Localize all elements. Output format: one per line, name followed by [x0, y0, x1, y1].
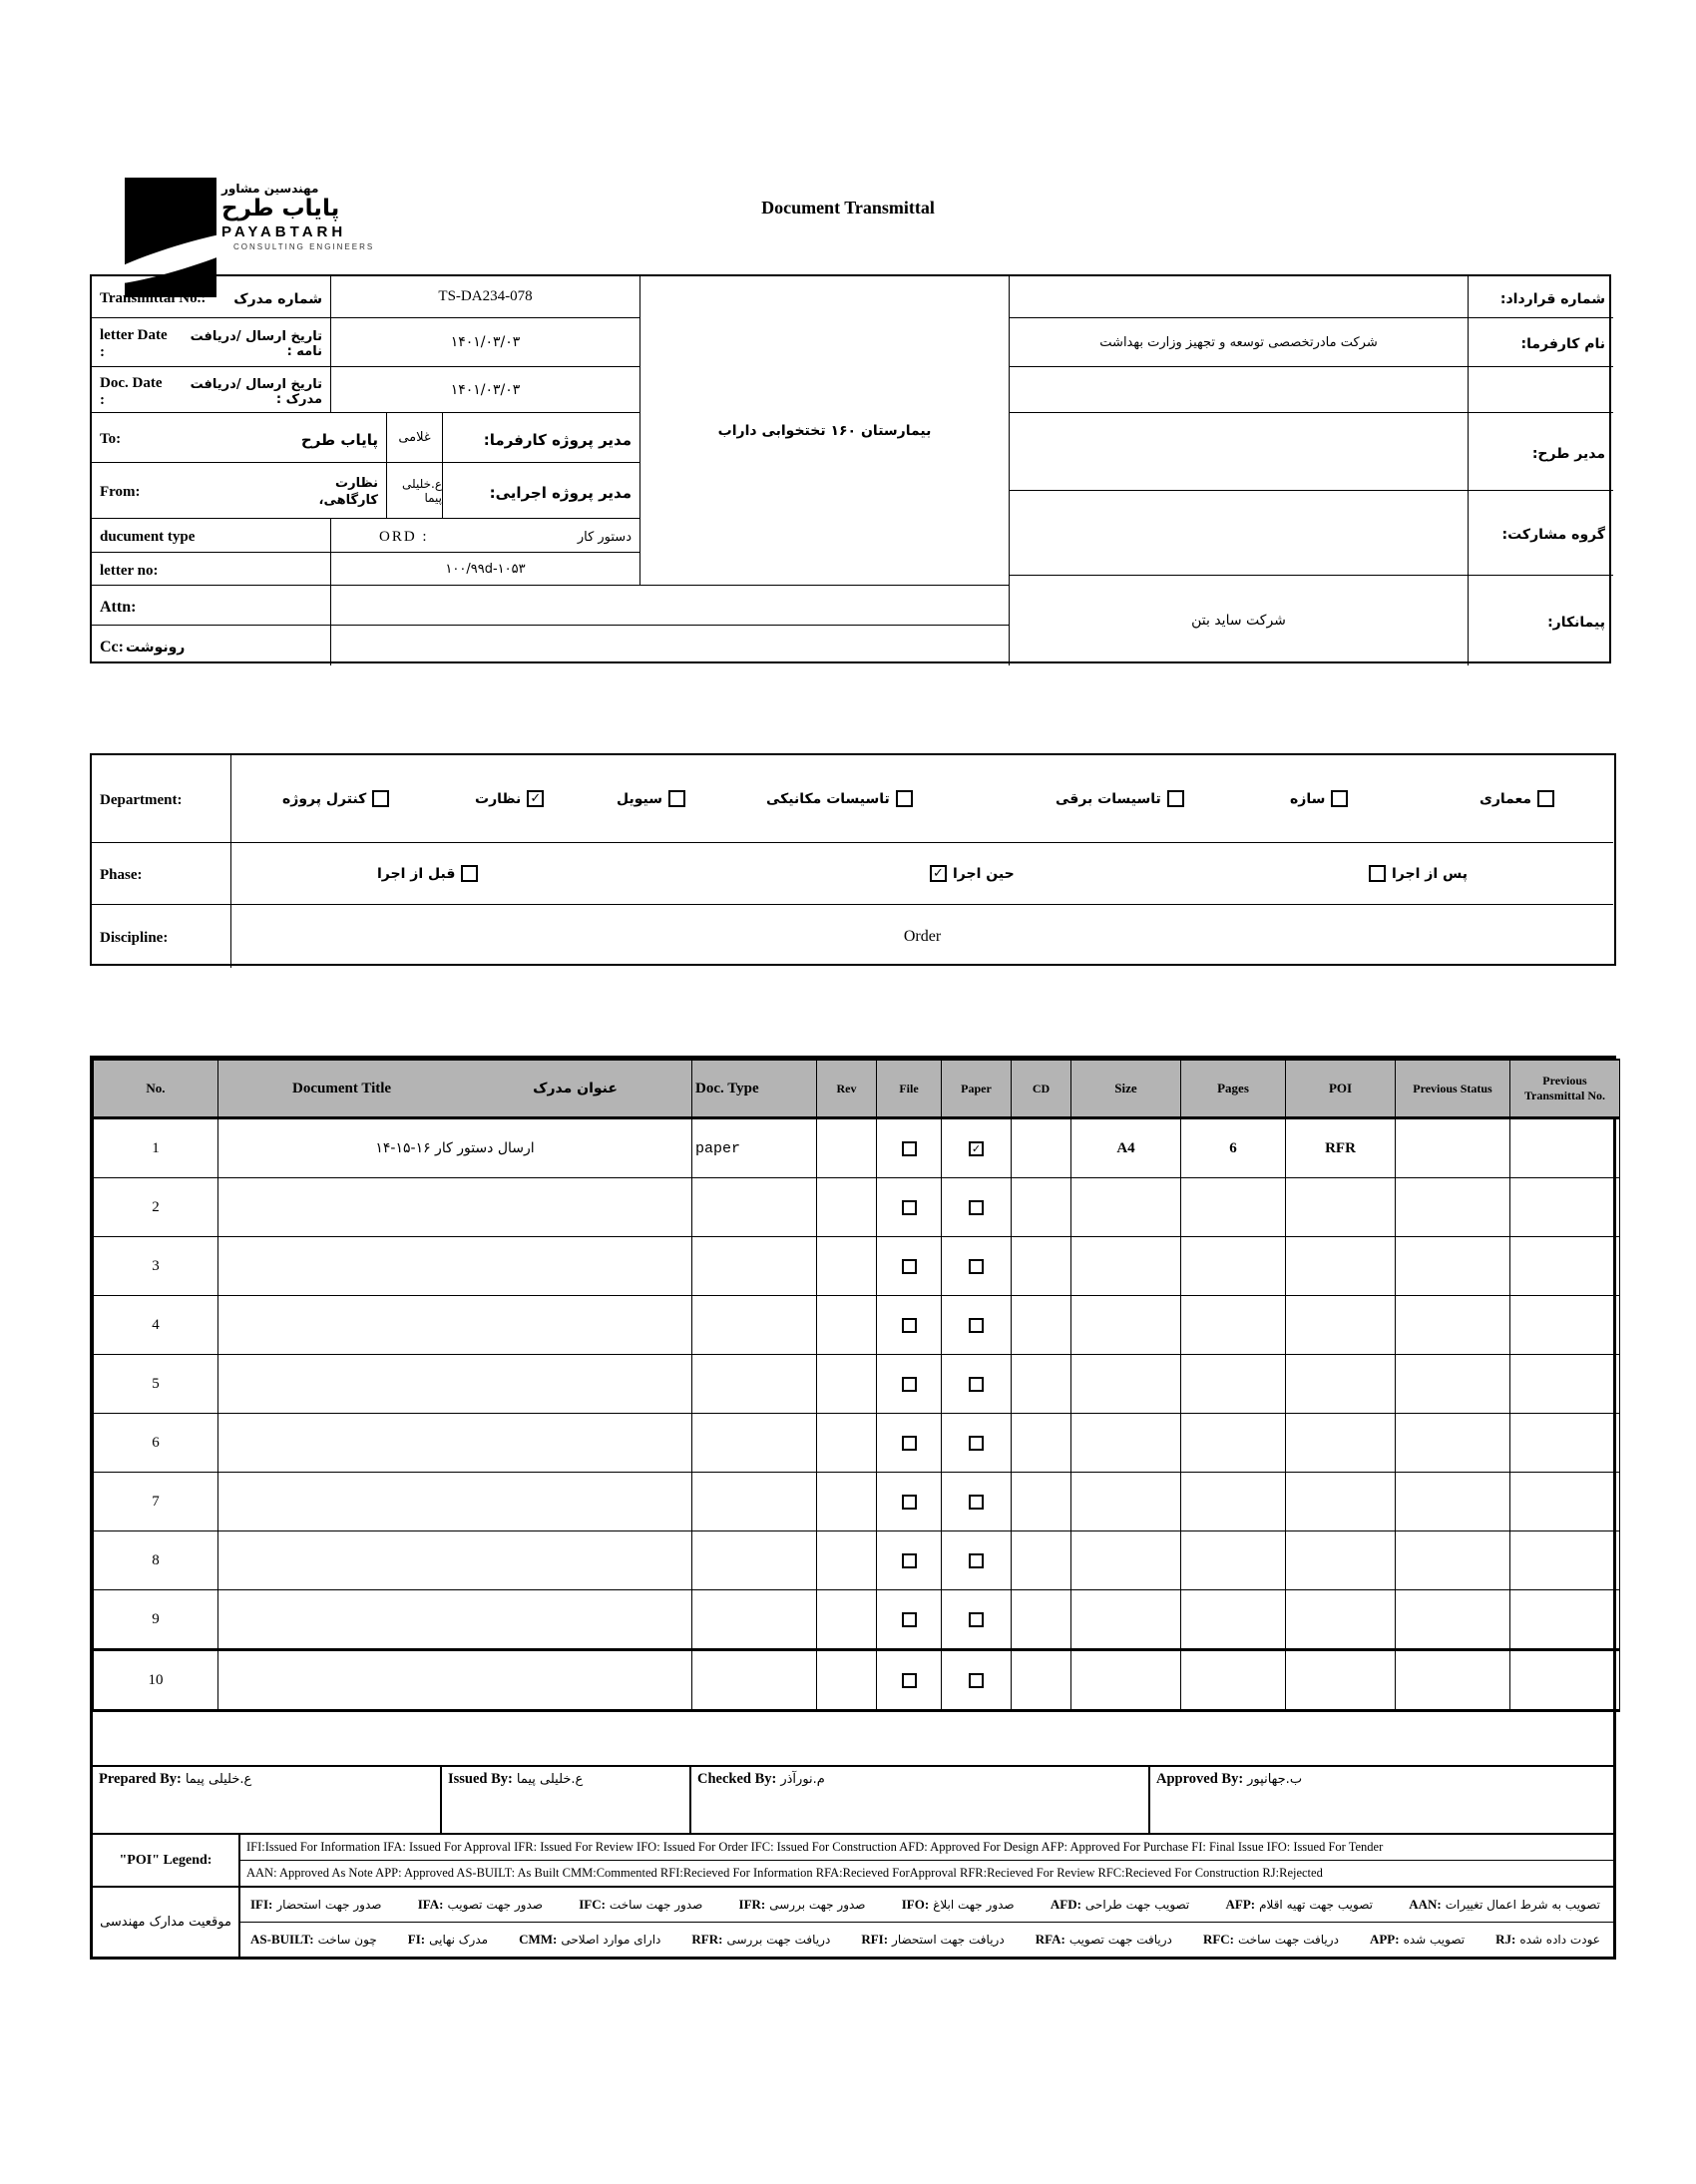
fa-legend-item: IFI: صدور جهت استحضار [250, 1897, 382, 1912]
row-file-checkbox[interactable] [902, 1495, 917, 1510]
poi-legend-line1: IFI:Issued For Information IFA: Issued For Approval IFR: Issued For Review IFO: Issued For Order IFC: Issued For Construction AFD: Approved For Design AFP: Approved For Purchase FI: Final Issue IFO: Issued For Tender [240, 1835, 1613, 1861]
row-size [1071, 1296, 1181, 1355]
row-file-checkbox[interactable] [902, 1259, 917, 1274]
attn-value-empty [331, 586, 1010, 626]
row-cd [1012, 1118, 1071, 1178]
row-doc-type: paper [692, 1118, 817, 1178]
row-no: 10 [94, 1650, 218, 1711]
approved-by-cell [1150, 1767, 1613, 1833]
partnership-label: گروه مشارکت: [1501, 527, 1605, 543]
fa-legend-item: IFO: صدور جهت ابلاغ [901, 1897, 1015, 1912]
row-no: 9 [94, 1590, 218, 1650]
table-row [94, 1118, 1620, 1178]
row-paper-checkbox[interactable] [969, 1495, 984, 1510]
row-poi [1286, 1355, 1396, 1414]
row-doc-type [692, 1178, 817, 1237]
row-doc-type [692, 1590, 817, 1650]
from-person: ع.خلیلی پیما [402, 476, 442, 505]
phase-label: Phase: [100, 867, 143, 883]
row-title [218, 1178, 692, 1237]
department-items [231, 755, 1613, 843]
row-prev-transmittal [1510, 1531, 1620, 1590]
table-row [94, 1650, 1620, 1711]
exec-pm-label: مدیر پروژه اجرایی: [489, 483, 632, 502]
row-file-checkbox[interactable] [902, 1436, 917, 1451]
poi-legend-label: "POI" Legend: [93, 1835, 240, 1886]
row-size [1071, 1650, 1181, 1711]
phase-checkbox-during-execution[interactable]: ✓ [930, 865, 947, 882]
document-list-table [93, 1059, 1620, 1712]
row-prev-transmittal [1510, 1650, 1620, 1711]
row-prev-status [1396, 1118, 1510, 1178]
row-doc-type [692, 1414, 817, 1473]
row-size [1071, 1531, 1181, 1590]
transmittal-no-value: TS-DA234-078 [438, 288, 533, 304]
design-manager-value-empty [1010, 413, 1469, 491]
row-size [1071, 1237, 1181, 1296]
row-prev-status [1396, 1178, 1510, 1237]
table-row [94, 1473, 1620, 1531]
table-row [94, 1531, 1620, 1590]
cc-label: Cc: [100, 639, 124, 655]
header-pages: Pages [1181, 1060, 1286, 1118]
to-value: پایاب طرح [300, 430, 378, 449]
header-prev-status: Previous Status [1396, 1060, 1510, 1118]
row-prev-status [1396, 1531, 1510, 1590]
row-paper-checkbox[interactable] [969, 1259, 984, 1274]
row-cd [1012, 1473, 1071, 1531]
row-cd [1012, 1531, 1071, 1590]
approved-by-label: Approved By: [1156, 1771, 1244, 1787]
table-row [94, 1237, 1620, 1296]
fa-legend-item: AS-BUILT: چون ساخت [250, 1932, 377, 1947]
fa-legend-item: RFI: دریافت جهت استحضار [861, 1932, 1005, 1947]
header-no: No. [94, 1060, 218, 1118]
transmittal-no-label-en: Transmittal No.: [100, 290, 207, 306]
row-cd [1012, 1590, 1071, 1650]
row-doc-type [692, 1650, 817, 1711]
row-rev [817, 1178, 877, 1237]
poi-legend-line2: AAN: Approved As Note APP: Approved AS-BUILT: As Built CMM:Commented RFI:Recieved For Information RFA:Recieved ForApproval RFR:Recieved For Review RFC:Recieved For Construction RJ:Rejected [246, 1866, 1323, 1880]
table-row [94, 1355, 1620, 1414]
fa-legend-item: RFR: دریافت جهت بررسی [691, 1932, 831, 1947]
row-doc-type [692, 1473, 817, 1531]
row-prev-transmittal [1510, 1590, 1620, 1650]
row-prev-transmittal [1510, 1473, 1620, 1531]
letter-no-value: ۱۰۰/۹۹d-۱۰۵۳ [445, 561, 526, 577]
row-title [218, 1531, 692, 1590]
letter-date-label-fa: تاریخ ارسال /دریافت نامه : [190, 329, 322, 359]
row-pages [1181, 1355, 1286, 1414]
row-title [218, 1296, 692, 1355]
row-rev [817, 1590, 877, 1650]
logo-en-name: PAYABTARH [221, 223, 347, 240]
prepared-by-label: Prepared By: [99, 1771, 182, 1787]
header-title [218, 1060, 692, 1118]
row-prev-transmittal [1510, 1118, 1620, 1178]
row-paper-checkbox[interactable] [969, 1200, 984, 1215]
dept-item-label: کنترل پروژه [282, 790, 367, 807]
phase-items [231, 843, 1613, 905]
row-prev-status [1396, 1650, 1510, 1711]
fa-legend-item: IFR: صدور جهت بررسی [738, 1897, 866, 1912]
row-title: ارسال دستور کار ۱۶-۱۵-۱۴ [218, 1118, 692, 1178]
row-rev [817, 1118, 877, 1178]
row-poi [1286, 1237, 1396, 1296]
row-pages: 6 [1181, 1118, 1286, 1178]
dept-checkbox-structure[interactable] [1331, 790, 1348, 807]
row-size [1071, 1590, 1181, 1650]
table-row [94, 1590, 1620, 1650]
contractor-value: شرکت ساید بتن [1191, 613, 1286, 629]
row-no: 4 [94, 1296, 218, 1355]
from-value: نظارت کارگاهی، [318, 476, 378, 508]
fa-legend-line2 [240, 1923, 1613, 1957]
row-rev [817, 1531, 877, 1590]
row-pages [1181, 1590, 1286, 1650]
row-cd [1012, 1650, 1071, 1711]
dept-item-label: تاسیسات برقی [1056, 790, 1161, 807]
header-poi: POI [1286, 1060, 1396, 1118]
fa-legend-item: RJ: عودت داده شده [1495, 1932, 1600, 1947]
project-name: بیمارستان ۱۶۰ تختخوابی داراب [717, 422, 932, 439]
fa-legend-item: RFC: دریافت جهت ساخت [1202, 1932, 1339, 1947]
row-poi: RFR [1286, 1118, 1396, 1178]
phase-item-label: حین اجرا [953, 865, 1015, 882]
row-no: 3 [94, 1237, 218, 1296]
dept-checkbox-civil[interactable] [668, 790, 685, 807]
row-rev [817, 1355, 877, 1414]
row-file-checkbox[interactable] [902, 1200, 917, 1215]
header-cd: CD [1012, 1060, 1071, 1118]
fa-legend-item: FI: مدرک نهایی [407, 1932, 489, 1947]
row-title [218, 1414, 692, 1473]
row-rev [817, 1296, 877, 1355]
contract-no-value-empty [1010, 276, 1469, 318]
row-pages [1181, 1178, 1286, 1237]
page-title: Document Transmittal [761, 198, 935, 218]
checked-by-name: م.نورآذر [780, 1772, 825, 1787]
row-prev-status [1396, 1296, 1510, 1355]
header-title-en: Document Title [292, 1080, 392, 1096]
row-title [218, 1237, 692, 1296]
table-row [94, 1296, 1620, 1355]
client-value: شرکت مادرتخصصی توسعه و تجهیز وزارت بهداشت [1099, 334, 1378, 350]
header-prev-transmittal: Previous Transmittal No. [1510, 1060, 1620, 1118]
row-paper-checkbox[interactable] [969, 1553, 984, 1568]
row-rev [817, 1237, 877, 1296]
doc-type-value: ORD : [379, 529, 429, 545]
dept-checkbox-electrical[interactable] [1167, 790, 1184, 807]
fa-legend-item: RFA: دریافت جهت تصویب [1035, 1932, 1172, 1947]
row-pages [1181, 1296, 1286, 1355]
row-rev [817, 1414, 877, 1473]
doc-date-value: ۱۴۰۱/۰۳/۰۳ [450, 381, 521, 398]
row-cd [1012, 1355, 1071, 1414]
row-cd [1012, 1237, 1071, 1296]
fa-legend-item: AFP: تصویب جهت تهیه اقلام [1225, 1897, 1373, 1912]
issued-by-name: ع.خلیلی پیما [516, 1772, 584, 1787]
row-file-checkbox[interactable] [902, 1377, 917, 1392]
doc-date-label-fa: تاریخ ارسال /دریافت مدرک : [190, 376, 322, 407]
row-cd [1012, 1178, 1071, 1237]
discipline-value: Order [903, 927, 942, 945]
row-cd [1012, 1296, 1071, 1355]
to-person: غلامی [398, 430, 431, 445]
phase-item-label: قبل از اجرا [377, 865, 456, 882]
letter-date-label-en: letter Date : [100, 327, 168, 360]
row-paper-checkbox[interactable] [969, 1377, 984, 1392]
table-header-row [94, 1060, 1620, 1118]
row-no: 1 [94, 1118, 218, 1178]
dept-item-label: سازه [1290, 790, 1326, 807]
dept-item-label: نظارت [475, 790, 522, 807]
row-prev-status [1396, 1355, 1510, 1414]
fa-legend-item: CMM: دارای موارد اصلاحی [519, 1932, 661, 1947]
row-paper-checkbox[interactable]: ✓ [969, 1141, 984, 1156]
row-rev [817, 1650, 877, 1711]
row-paper-checkbox[interactable] [969, 1436, 984, 1451]
row-prev-status [1396, 1473, 1510, 1531]
fa-legend-item: AFD: تصویب جهت طراحی [1050, 1897, 1190, 1912]
table-row [94, 1414, 1620, 1473]
approved-by-name: ب.جهانپور [1247, 1772, 1303, 1787]
row-poi [1286, 1414, 1396, 1473]
row-paper-checkbox[interactable] [969, 1612, 984, 1627]
row-size [1071, 1178, 1181, 1237]
issued-by-label: Issued By: [448, 1771, 513, 1787]
row-no: 7 [94, 1473, 218, 1531]
row-prev-transmittal [1510, 1414, 1620, 1473]
blank-row-value [1010, 367, 1469, 413]
contractor-label: پیمانکار: [1547, 615, 1605, 631]
attn-label: Attn: [100, 598, 137, 616]
checked-by-label: Checked By: [697, 1771, 777, 1787]
header-file: File [877, 1060, 942, 1118]
fa-legend-item: APP: تصویب شده [1369, 1932, 1466, 1947]
row-size: A4 [1071, 1118, 1181, 1178]
document-list-section [90, 1056, 1616, 1960]
discipline-label: Discipline: [100, 930, 169, 946]
doc-type-label: ducument type [100, 529, 196, 545]
row-file-checkbox[interactable] [902, 1318, 917, 1333]
header-paper: Paper [942, 1060, 1012, 1118]
blank-row-label [1469, 367, 1613, 413]
row-file-checkbox[interactable] [902, 1553, 917, 1568]
row-pages [1181, 1414, 1286, 1473]
dept-item-label: تاسیسات مکانیکی [766, 790, 890, 807]
client-label: نام کارفرما: [1520, 336, 1605, 352]
phase-checkbox-after-execution[interactable] [1369, 865, 1386, 882]
dept-item-label: معماری [1480, 790, 1532, 807]
fa-legend-item: IFC: صدور جهت ساخت [579, 1897, 703, 1912]
fa-legend-label: موقعیت مدارک مهندسی [93, 1888, 240, 1957]
table-row [94, 1178, 1620, 1237]
signature-row [93, 1765, 1613, 1833]
info-table [90, 274, 1611, 663]
row-doc-type [692, 1531, 817, 1590]
row-prev-transmittal [1510, 1355, 1620, 1414]
transmittal-no-label-fa: شماره مدرک [233, 290, 322, 307]
row-doc-type [692, 1296, 817, 1355]
doc-type-fa: دستور کار [577, 530, 632, 545]
notes-empty-area [93, 1712, 1613, 1765]
row-pages [1181, 1531, 1286, 1590]
phase-checkbox-before-execution[interactable] [461, 865, 478, 882]
row-size [1071, 1473, 1181, 1531]
row-title [218, 1650, 692, 1711]
poi-legend-section [93, 1833, 1613, 1886]
from-label: From: [100, 484, 141, 500]
row-doc-type [692, 1355, 817, 1414]
row-poi [1286, 1296, 1396, 1355]
header-rev: Rev [817, 1060, 877, 1118]
row-poi [1286, 1473, 1396, 1531]
cc-value-empty [331, 626, 1010, 665]
issued-by-cell [442, 1767, 691, 1833]
row-title [218, 1473, 692, 1531]
phase-item-label: پس از اجرا [1392, 865, 1469, 882]
row-prev-status [1396, 1237, 1510, 1296]
partnership-value-empty [1010, 491, 1469, 576]
row-title [218, 1590, 692, 1650]
letter-no-label: letter no: [100, 562, 159, 579]
row-no: 2 [94, 1178, 218, 1237]
row-no: 6 [94, 1414, 218, 1473]
letter-date-value: ۱۴۰۱/۰۳/۰۳ [450, 334, 521, 350]
row-prev-transmittal [1510, 1296, 1620, 1355]
row-cd [1012, 1414, 1071, 1473]
doc-date-label-en: Doc. Date : [100, 374, 163, 408]
classification-table [90, 753, 1616, 966]
row-size [1071, 1414, 1181, 1473]
dept-checkbox-control-project[interactable] [372, 790, 389, 807]
design-manager-label: مدیر طرح: [1531, 445, 1605, 462]
checked-by-cell [691, 1767, 1150, 1833]
row-paper-checkbox[interactable] [969, 1318, 984, 1333]
fa-legend-item: IFA: صدور جهت تصویب [417, 1897, 543, 1912]
fa-legend-item: AAN: تصویب به شرط اعمال تغییرات [1409, 1897, 1600, 1912]
contract-no-label: شماره قرارداد: [1499, 290, 1605, 307]
fa-legend-section [93, 1886, 1613, 1957]
row-paper-checkbox[interactable] [969, 1673, 984, 1688]
row-poi [1286, 1650, 1396, 1711]
row-size [1071, 1355, 1181, 1414]
dept-checkbox-supervision[interactable]: ✓ [527, 790, 544, 807]
dept-item-label: سیویل [617, 790, 663, 807]
row-poi [1286, 1531, 1396, 1590]
prepared-by-name: ع.خلیلی پیما [185, 1772, 252, 1787]
row-pages [1181, 1650, 1286, 1711]
row-prev-transmittal [1510, 1178, 1620, 1237]
row-no: 8 [94, 1531, 218, 1590]
row-prev-status [1396, 1590, 1510, 1650]
header-size: Size [1071, 1060, 1181, 1118]
fa-legend-line1 [240, 1888, 1613, 1923]
row-file-checkbox[interactable] [902, 1673, 917, 1688]
row-title [218, 1355, 692, 1414]
row-pages [1181, 1473, 1286, 1531]
row-doc-type [692, 1237, 817, 1296]
row-poi [1286, 1590, 1396, 1650]
dept-checkbox-architecture[interactable] [1537, 790, 1554, 807]
client-pm-label: مدیر پروژه کارفرما: [483, 430, 632, 449]
row-file-checkbox[interactable] [902, 1612, 917, 1627]
row-pages [1181, 1237, 1286, 1296]
dept-checkbox-mechanical[interactable] [896, 790, 913, 807]
department-label: Department: [100, 792, 183, 808]
row-no: 5 [94, 1355, 218, 1414]
logo-en-sub: CONSULTING ENGINEERS [233, 242, 375, 251]
prepared-by-cell [93, 1767, 442, 1833]
row-file-checkbox[interactable] [902, 1141, 917, 1156]
row-poi [1286, 1178, 1396, 1237]
logo-fa-big: پایاب طرح [221, 196, 340, 221]
row-rev [817, 1473, 877, 1531]
cc-label-fa: رونوشت [125, 640, 186, 655]
to-label: To: [100, 431, 122, 447]
row-prev-transmittal [1510, 1237, 1620, 1296]
logo-fa-small: مهندسین مشاور [221, 182, 319, 196]
row-prev-status [1396, 1414, 1510, 1473]
header-title-fa: عنوان مدرک [533, 1081, 618, 1096]
header-doc-type: Doc. Type [692, 1060, 817, 1118]
